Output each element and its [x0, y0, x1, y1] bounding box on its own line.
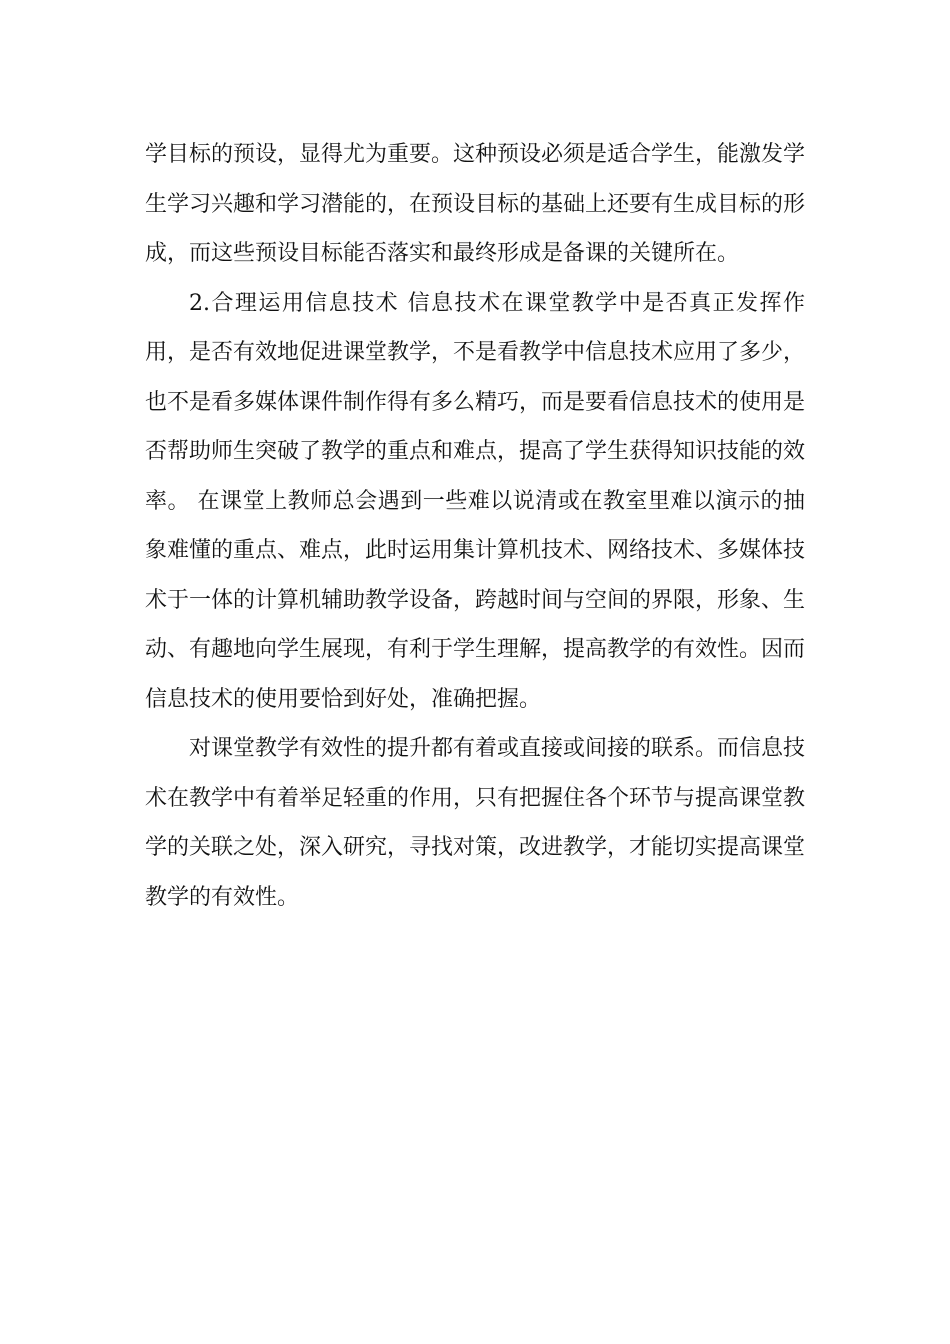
paragraph-information-technology: 2.合理运用信息技术 信息技术在课堂教学中是否真正发挥作用，是否有效地促进课堂教学，不是看教学中信息技术应用了多少，也不是看多媒体课件制作得有多么精巧，而是要看信息技术的使用是否帮助师生突破了教学的重点和难点，提高了学生获得知识技能的效率。 在课堂上教师总会遇到一些难以说清或在教室里难以演示的抽象难懂的重点、难点，此时运用集计算机技术、网络技术、多媒体技术于一体的计算机辅助教学设备，跨越时间与空间的界限，形象、生动、有趣地向学生展现，有利于学生理解，提高教学的有效性。因而信息技术的使用要恰到好处，准确把握。	[145, 290, 806, 712]
paragraph-conclusion: 对课堂教学有效性的提升都有着或直接或间接的联系。而信息技术在教学中有着举足轻重的作用，只有把握住各个环节与提高课堂教学的关联之处，深入研究，寻找对策，改进教学，才能切实提高课堂教学的有效性。	[145, 736, 806, 910]
document-body	[145, 130, 805, 922]
paragraph-learning-objectives: 学目标的预设，显得尤为重要。这种预设必须是适合学生，能激发学生学习兴趣和学习潜能的，在预设目标的基础上还要有生成目标的形成，而这些预设目标能否落实和最终形成是备课的关键所在。	[145, 142, 806, 266]
